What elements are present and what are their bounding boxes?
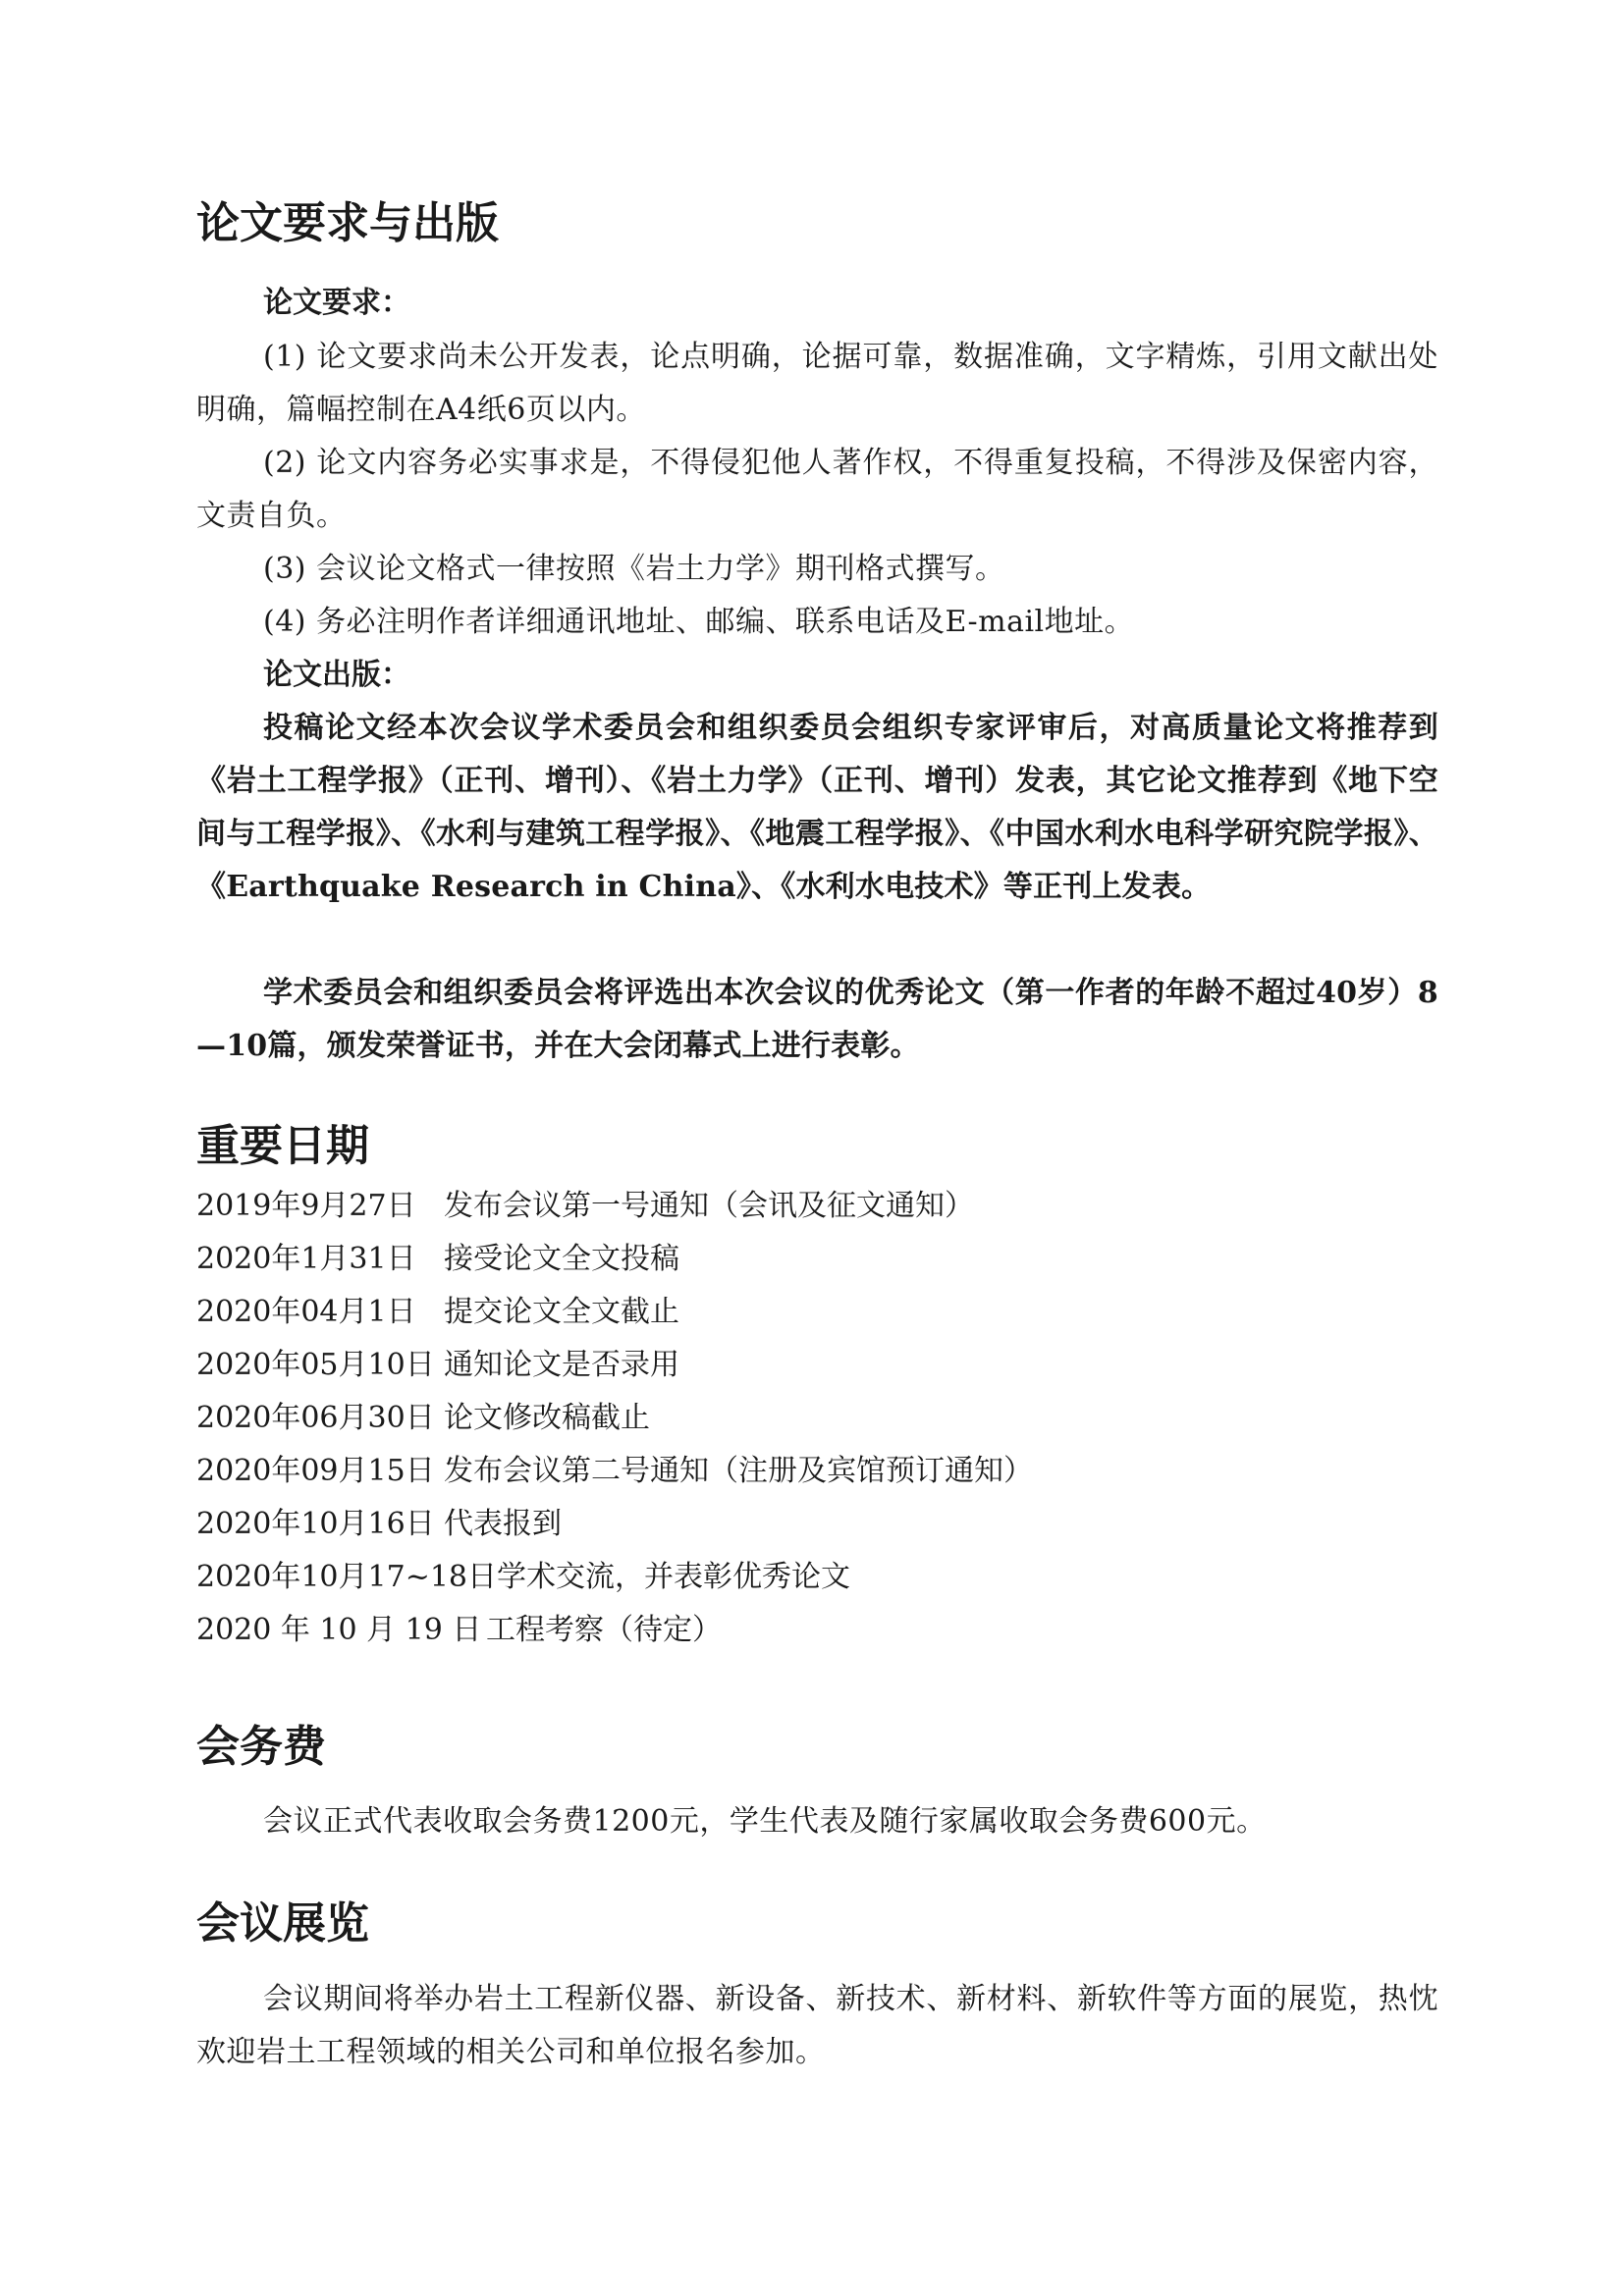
- exhibition-paragraph: 会议期间将举办岩土工程新仪器、新设备、新技术、新材料、新软件等方面的展览，热忱欢迎岩土工程领域的相关公司和单位报名参加。: [196, 1982, 1438, 2069]
- requirements-subheading: 论文要求：: [263, 286, 410, 320]
- publication-subheading: 论文出版：: [263, 658, 410, 692]
- date-event: 通知论文是否录用: [444, 1348, 679, 1382]
- date-event: 工程考察（待定）: [486, 1613, 722, 1647]
- date-item: [196, 1286, 1033, 1339]
- date-event: 发布会议第一号通知（会讯及征文通知）: [444, 1189, 974, 1223]
- date-item: [196, 1233, 1033, 1286]
- publication-paragraph-1: 投稿论文经本次会议学术委员会和组织委员会组织专家评审后，对高质量论文将推荐到《岩土工程学报》（正刊、增刊）、《岩土力学》（正刊、增刊）发表，其它论文推荐到《地下空间与工程学报》、《水利与建筑工程学报》、《地震工程学报》、《中国水利水电科学研究院学报》、《Earthquake Research in China》、《水利水电技术》等正刊上发表。: [196, 711, 1438, 904]
- publication-paragraph-2: 学术委员会和组织委员会将评选出本次会议的优秀论文（第一作者的年龄不超过40岁）8—10篇，颁发荣誉证书，并在大会闭幕式上进行表彰。: [196, 976, 1438, 1063]
- date-value: 2020年10月17~18日: [196, 1560, 498, 1594]
- date-item: [196, 1180, 1033, 1233]
- requirement-item-4: (4) 务必注明作者详细通讯地址、邮编、联系电话及E-mail地址。: [263, 605, 1135, 639]
- date-item: [196, 1604, 1033, 1657]
- date-value: 2019年9月27日: [196, 1189, 416, 1223]
- important-dates-list: [196, 1180, 1033, 1657]
- date-item: [196, 1445, 1033, 1498]
- date-item: [196, 1498, 1033, 1551]
- date-value: 2020年04月1日: [196, 1295, 416, 1329]
- section-heading-exhibition: 会议展览: [196, 1898, 369, 1949]
- requirement-item-2: (2) 论文内容务必实事求是，不得侵犯他人著作权，不得重复投稿，不得涉及保密内容，文责自负。: [196, 446, 1438, 533]
- requirement-item-3: (3) 会议论文格式一律按照《岩土力学》期刊格式撰写。: [263, 552, 1005, 586]
- date-value: 2020 年 10 月 19 日: [196, 1613, 482, 1647]
- requirement-item-1: (1) 论文要求尚未公开发表，论点明确，论据可靠，数据准确，文字精炼，引用文献出处明确，篇幅控制在A4纸6页以内。: [196, 340, 1438, 427]
- date-value: 2020年09月15日: [196, 1454, 435, 1488]
- fees-paragraph: 会议正式代表收取会务费1200元，学生代表及随行家属收取会务费600元。: [263, 1804, 1267, 1839]
- date-item: [196, 1339, 1033, 1392]
- section-heading-fees: 会务费: [196, 1722, 326, 1772]
- date-event: 提交论文全文截止: [444, 1295, 679, 1329]
- date-event: 接受论文全文投稿: [444, 1242, 679, 1276]
- date-item: [196, 1551, 1033, 1604]
- date-value: 2020年1月31日: [196, 1242, 416, 1276]
- section-heading-dates: 重要日期: [196, 1121, 369, 1171]
- date-event: 论文修改稿截止: [444, 1401, 650, 1435]
- section-heading-papers: 论文要求与出版: [196, 198, 499, 248]
- date-event: 学术交流，并表彰优秀论文: [497, 1560, 851, 1594]
- date-item: [196, 1392, 1033, 1445]
- date-event: 代表报到: [444, 1507, 562, 1541]
- date-value: 2020年06月30日: [196, 1401, 435, 1435]
- date-value: 2020年05月10日: [196, 1348, 435, 1382]
- date-value: 2020年10月16日: [196, 1507, 435, 1541]
- date-event: 发布会议第二号通知（注册及宾馆预订通知）: [444, 1454, 1033, 1488]
